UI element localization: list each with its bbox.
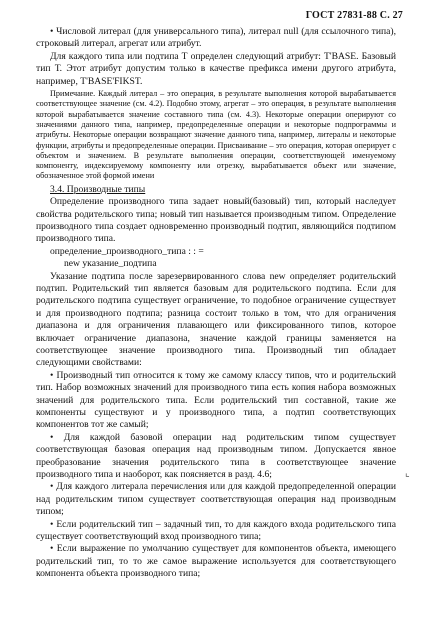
- paragraph-property-default-expression: • Если выражение по умолчанию существует для компонентов объекта, имеющего родительский тип, то то же самое выражение используется для соответствующего компонента объекта производного типа;: [36, 543, 396, 580]
- paragraph-property-operations: • Для каждой базовой операции над родительским типом существует соответствующая базовая операция над производным типом. Допускается явное преобразование значения родительского типа в соответствующее значение производного типа и наоборот, как поясняется в разд. 4.6;: [36, 431, 396, 481]
- page-body: [36, 26, 396, 581]
- paragraph-property-class: • Производный тип относится к тому же самому классу типов, что и родительский тип. Набор возможных значений для производного типа есть копия набора возможных значений для родительского типа. Если родительский тип составной, такие же компоненты существуют и у производного типа, а подтип соответствующих компонентов тот же самый;: [36, 369, 396, 431]
- paragraph-property-literals: • Для каждого литерала перечисления или для каждой предопределенной операции над родительским типом существует соответствующая операция над производным типом;: [36, 481, 396, 518]
- section-heading-text: 3.4. Производные типы: [50, 183, 146, 195]
- paragraph-derived-type-definition: Определение производного типа задает новый(базовый) тип, который наследует свойства родительского типа; новый тип называется производным типом. Определение производного типа создает одновременно производный подтип, являющийся подтипом производного типа.: [36, 196, 396, 245]
- syntax-production: new указание_подтипа: [64, 258, 157, 270]
- margin-mark: ⌞: [405, 468, 410, 479]
- paragraph-literal-list: • Числовой литерал (для универсального типа), литерал null (для ссылочного типа), строковый литерал, агрегат или атрибут.: [36, 26, 396, 50]
- section-heading: [36, 184, 396, 196]
- note-paragraph: Примечание. Каждый литерал – это операция, в результате выполнения которой вырабатывается соответствующее значение (см. 4.2). Подобно этому, агрегат – это операция, в результате выполнения которой вырабатывается значение составного типа (см. 4.3). Некоторые операции оперируют со значениями данного типа, например, предопределенные операции и некоторые подпрограммы и атрибуты. Некоторые операции возвращают значение данного типа, например, литералы и некоторые функции, атрибуты и предопределенные операции. Присваивание – это операция, которая оперирует с объектом и значением. В результате выполнения операции, соответствующей именуемому компоненту, индексируемому компоненту или отрезку, вырабатывается объект или значение, обозначенное этой формой имени: [36, 89, 396, 181]
- paragraph-property-task-entries: • Если родительский тип – задачный тип, то для каждого входа родительского типа существует соответствующий вход производного типа;: [36, 518, 396, 543]
- paragraph-base-attribute: Для каждого типа или подтипа Т определен следующий атрибут: T'BASE. Базовый тип Т. Этот атрибут допустим только в качестве префикса имени другого атрибута, например, T'BASE'FIKST.: [36, 50, 396, 87]
- page-header: ГОСТ 27831-88 С. 27: [305, 10, 403, 21]
- paragraph-parent-subtype: Указание подтипа после зарезервированного слова new определяет родительский подтип. Родительский тип является базовым для родительского подтипа. Если для родительского подтипа существует ограничение, то подобное ограничение существует и для производного подтипа; разница состоит только в том, что для ограничения диапазона и для ограничения плавающего или фиксированного типов, которое включает ограничение диапазона, значение каждой границы заменяется на соответствующее значение производного типа. Производный тип обладает следующими свойствами:: [36, 270, 396, 369]
- syntax-rule: определение_производного_типа : : =: [50, 245, 204, 257]
